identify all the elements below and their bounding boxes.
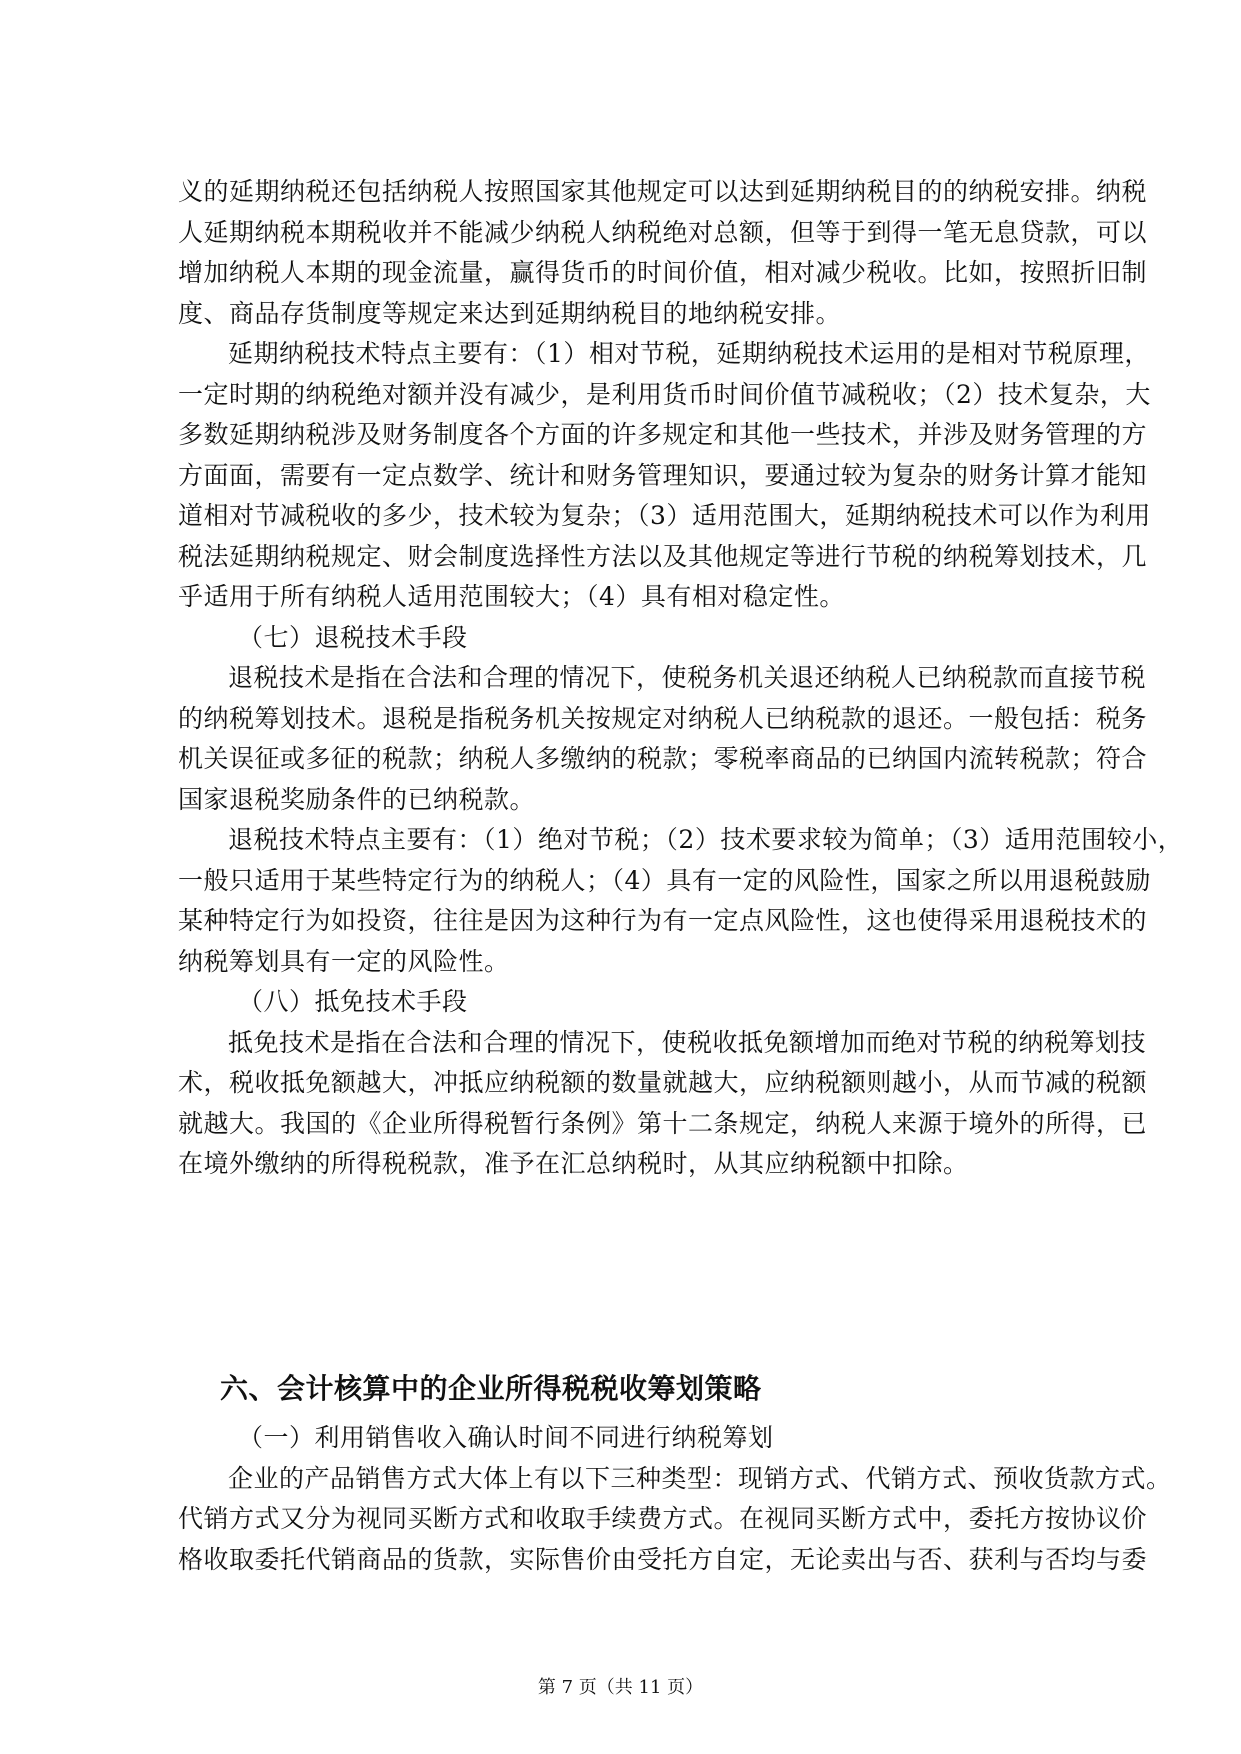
subsection-heading: （八）抵免技术手段 (238, 987, 468, 1016)
text-line: 就越大。我国的《企业所得税暂行条例》第十二条规定，纳税人来源于境外的所得，已 (178, 1108, 1148, 1138)
text-line: 方面面，需要有一定点数学、统计和财务管理知识，要通过较为复杂的财务计算才能知 (178, 460, 1148, 490)
text-line: 国家退税奖励条件的已纳税款。 (178, 784, 536, 814)
text-line: 某种特定行为如投资，往往是因为这种行为有一定点风险性，这也使得采用退税技术的 (178, 906, 1148, 935)
text-line: 抵免技术是指在合法和合理的情况下，使税收抵免额增加而绝对节税的纳税筹划技 (228, 1027, 1147, 1057)
text-line: 延期纳税技术特点主要有：（1）相对节税，延期纳税技术运用的是相对节税原理， (228, 339, 1150, 368)
subsection-heading: （七）退税技术手段 (238, 622, 468, 652)
text-line: 退税技术是指在合法和合理的情况下，使税务机关退还纳税人已纳税款而直接节税 (228, 663, 1147, 692)
text-line: 人延期纳税本期税收并不能减少纳税人纳税绝对总额，但等于到得一笔无息贷款，可以 (178, 217, 1148, 247)
text-line: 多数延期纳税涉及财务制度各个方面的许多规定和其他一些技术，并涉及财务管理的方 (178, 420, 1148, 449)
text-line: 企业的产品销售方式大体上有以下三种类型：现销方式、代销方式、预收货款方式。 (228, 1463, 1172, 1493)
section-heading: 六、会计核算中的企业所得税税收筹划策略 (220, 1372, 762, 1405)
text-line: 增加纳税人本期的现金流量，赢得货币的时间价值，相对减少税收。比如，按照折旧制 (178, 258, 1148, 287)
text-block-upper (178, 172, 1184, 1185)
text-line: 机关误征或多征的税款；纳税人多缴纳的税款；零税率商品的已纳国内流转税款；符合 (178, 744, 1148, 773)
text-line: 义的延期纳税还包括纳税人按照国家其他规定可以达到延期纳税目的的纳税安排。纳税 (178, 177, 1148, 206)
text-line: 在境外缴纳的所得税税款，准予在汇总纳税时，从其应纳税额中扣除。 (178, 1149, 969, 1178)
text-line: 代销方式又分为视同买断方式和收取手续费方式。在视同买断方式中，委托方按协议价 (178, 1504, 1148, 1533)
text-line: 格收取委托代销商品的货款，实际售价由受托方自定，无论卖出与否、获利与否均与委 (178, 1544, 1148, 1574)
text-line: 一定时期的纳税绝对额并没有减少，是利用货币时间价值节减税收；（2）技术复杂，大 (178, 379, 1151, 409)
text-line: 度、商品存货制度等规定来达到延期纳税目的地纳税安排。 (178, 298, 842, 328)
text-line: 退税技术特点主要有：（1）绝对节税；（2）技术要求较为简单；（3）适用范围较小， (228, 825, 1184, 854)
text-line: 一般只适用于某些特定行为的纳税人；（4）具有一定的风险性，国家之所以用退税鼓励 (178, 865, 1151, 895)
text-line: 的纳税筹划技术。退税是指税务机关按规定对纳税人已纳税款的退还。一般包括：税务 (178, 703, 1148, 733)
subsection-heading: （一）利用销售收入确认时间不同进行纳税筹划 (238, 1423, 774, 1452)
text-line: 术，税收抵免额越大，冲抵应纳税额的数量就越大，应纳税额则越小，从而节减的税额 (178, 1068, 1148, 1097)
text-line: 乎适用于所有纳税人适用范围较大；（4）具有相对稳定性。 (178, 582, 845, 611)
text-block-lower (178, 1418, 1172, 1580)
page-number: 第 7 页（共 11 页） (537, 1677, 704, 1698)
text-line: 道相对节减税收的多少，技术较为复杂；（3）适用范围大，延期纳税技术可以作为利用 (178, 501, 1151, 530)
text-line: 税法延期纳税规定、财会制度选择性方法以及其他规定等进行节税的纳税筹划技术，几 (178, 541, 1148, 571)
text-line: 纳税筹划具有一定的风险性。 (178, 946, 510, 976)
